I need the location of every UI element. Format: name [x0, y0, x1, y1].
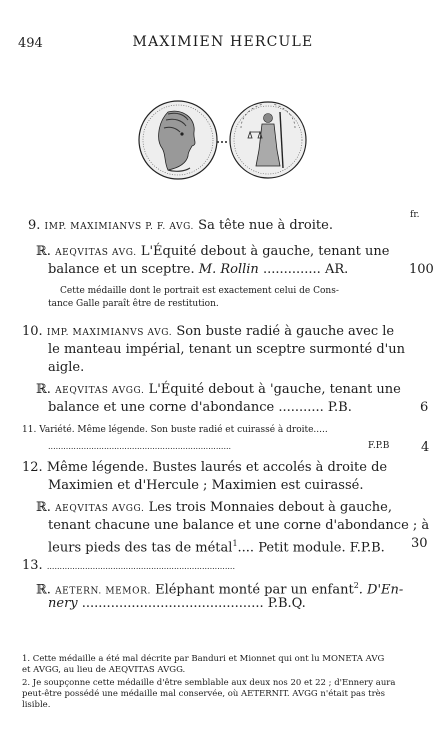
module-metal: ............................................ P.B.Q. — [81, 596, 306, 611]
entry-9-note-line-2: tance Galle paraît être de restitution. — [48, 299, 219, 309]
entry-number: 12. — [22, 460, 43, 475]
legend: AEQVITAS AVG. — [55, 248, 137, 258]
entry-9-reverse-line-2 — [48, 262, 348, 278]
legend: IMP. MAXIMIANVS P. F. AVG. — [44, 222, 195, 232]
collection-name: nery — [48, 596, 78, 611]
entry-11-line-2-metal: F.P.B — [368, 441, 390, 451]
description: Même légende. Bustes laurés et accolés à droite de — [46, 460, 388, 475]
footnote-2-line-1: 2. Je soupçonne cette médaille d'être semblable aux deux nos 20 et 22 ; d'Ennery aura — [22, 678, 396, 688]
coin-illustration — [138, 98, 308, 182]
description: Son buste radié à gauche avec le — [176, 324, 395, 339]
footnote-marker[interactable]: 2 — [353, 581, 359, 590]
reverse-symbol: ℝ. — [36, 500, 51, 515]
reverse-symbol: ℝ. — [36, 582, 51, 598]
module-metal: .... Petit module. F.P.B. — [237, 540, 385, 556]
description: L'Équité debout à 'gauche, tenant une — [148, 382, 401, 397]
legend: AEQVITAS AVGG. — [55, 386, 145, 396]
entry-12-line-2: Maximien et d'Hercule ; Maximien est cuirassé. — [48, 478, 364, 493]
entry-12-reverse-line-3 — [48, 536, 385, 556]
footnote-1-line-1: 1. Cette médaille a été mal décrite par Banduri et Mionnet qui ont lu MONETA AVG — [22, 654, 385, 664]
footnote-2-line-2: peut-être possédé une médaille mal conservée, où AETERNIT. AVGG n'était pas très — [22, 689, 386, 699]
entry-10-value: 6 — [420, 400, 429, 415]
entry-12-reverse-line-1 — [36, 500, 392, 517]
description: balance et un sceptre. — [48, 262, 195, 277]
footnote-marker[interactable]: 1 — [232, 539, 238, 548]
description: leurs pieds des tas de métal — [48, 540, 233, 556]
entry-number: 11. — [22, 425, 37, 435]
legend: AEQVITAS AVGG. — [55, 504, 145, 514]
leader-dots: .......................................................................... — [46, 562, 236, 571]
entry-12-reverse-line-2: tenant chacune une balance et une corne d'abondance ; à — [48, 518, 430, 533]
entry-9-obverse — [28, 218, 333, 235]
collection-name: M. Rollin — [198, 262, 259, 277]
description: Sa tête nue à droite. — [198, 218, 333, 233]
legend: IMP. MAXIMIANVS AVG. — [46, 328, 173, 338]
footnote-2-line-3: lisible. — [22, 700, 51, 710]
description: L'Équité debout à gauche, tenant une — [140, 244, 390, 259]
entry-number: 9. — [28, 218, 41, 233]
entry-12-value: 30 — [411, 536, 428, 551]
legend: AETERN. MEMOR. — [55, 586, 151, 597]
entry-number: 13. — [22, 558, 43, 573]
page-number: 494 — [18, 36, 43, 51]
entry-10-line-1 — [22, 324, 394, 341]
description: Les trois Monnaies debout à gauche, — [148, 500, 392, 515]
entry-9-note-line-1: Cette médaille dont le portrait est exactement celui de Cons- — [60, 286, 339, 296]
entry-9-value: 100 — [409, 262, 434, 277]
entry-10-reverse-line-2: balance et une corne d'abondance ........... P.B. — [48, 400, 352, 415]
entry-10-reverse-line-1 — [36, 382, 401, 399]
description: Eléphant monté par un enfant — [155, 582, 354, 598]
entry-9-reverse-line-1 — [36, 244, 389, 261]
reverse-symbol: ℝ. — [36, 382, 51, 397]
entry-13-line-1 — [22, 558, 235, 574]
entry-11-value: 4 — [421, 440, 430, 455]
description: Variété. Même légende. Son buste radié et cuirassé à droite..... — [39, 425, 328, 435]
collection-name: . D'En- — [358, 582, 404, 598]
currency-unit-label: fr. — [410, 210, 420, 220]
reverse-symbol: ℝ. — [36, 244, 51, 259]
footnote-1-line-2: et AVGG, au lieu de AEQVITAS AVGG. — [22, 665, 186, 675]
entry-13-reverse-line-2 — [48, 596, 306, 612]
entry-10-line-3: aigle. — [48, 360, 85, 375]
metal-mark: .............. AR. — [262, 262, 349, 277]
running-title: MAXIMIEN HERCULE — [132, 34, 314, 50]
coin-obverse-image — [139, 101, 217, 179]
entry-11-line-1 — [22, 424, 328, 436]
entry-11-line-2-dots: ........................................................................ — [48, 442, 232, 451]
coin-reverse-image — [230, 102, 306, 178]
entry-12-line-1 — [22, 460, 387, 476]
entry-number: 10. — [22, 324, 43, 339]
entry-10-line-2: le manteau impérial, tenant un sceptre surmonté d'un — [48, 342, 406, 357]
